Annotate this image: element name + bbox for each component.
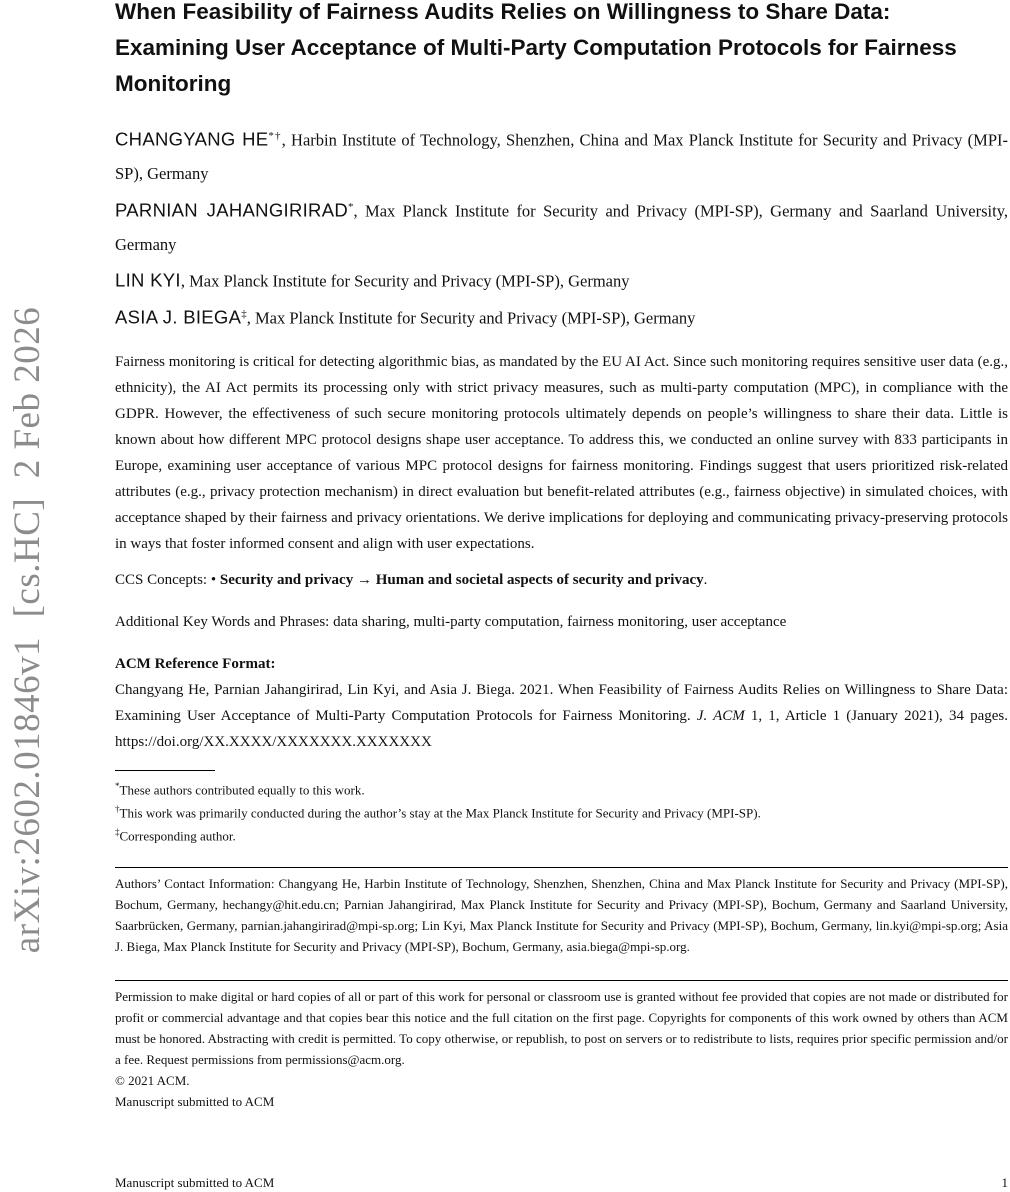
- author-affiliation: , Max Planck Institute for Security and Privacy (MPI-SP), Germany: [246, 308, 696, 328]
- author-name: CHANGYANG HE: [115, 128, 269, 150]
- author-affiliation: , Max Planck Institute for Security and Privacy (MPI-SP), Germany and Saarland University, Germany: [115, 201, 1008, 254]
- submission-note: Manuscript submitted to ACM: [115, 1094, 275, 1110]
- footnote: [115, 800, 1008, 823]
- keywords: Additional Key Words and Phrases: data sharing, multi-party computation, fairness monitoring, user acceptance: [115, 614, 787, 630]
- ccs-bullet: •: [210, 572, 217, 588]
- page-number: 1: [1001, 1175, 1008, 1190]
- footnote-mark: ‡: [115, 826, 120, 837]
- page-footer: [115, 1174, 1008, 1192]
- footer-left: Manuscript submitted to ACM: [115, 1175, 275, 1190]
- arxiv-watermark: [0, 300, 58, 960]
- reference-heading: ACM Reference Format:: [115, 656, 276, 672]
- footnote: [115, 777, 1008, 800]
- footnote-mark: †: [115, 803, 120, 814]
- reference-format: [115, 677, 1008, 755]
- footnote-text: Corresponding author.: [119, 827, 236, 843]
- author-entry: [115, 261, 1008, 298]
- arxiv-category: [cs.HC]: [7, 497, 48, 618]
- author-entry: [115, 298, 1008, 335]
- author-entry: [115, 120, 1008, 191]
- author-name: LIN KYI: [115, 269, 181, 291]
- copyright-line: © 2021 ACM.: [115, 1073, 190, 1089]
- footnote-rule: [115, 770, 215, 771]
- author-list: [115, 120, 1008, 335]
- arxiv-date: 2 Feb 2026: [7, 306, 48, 479]
- footnote: [115, 823, 1008, 846]
- author-contact-info: Authors’ Contact Information: Changyang He, Harbin Institute of Technology, Shenzhen, Shenzhen, China and Max Planck Institute for Security and Privacy (MPI-SP), Bochum, Germany, hechangy@hit.edu.cn; Parnian Jahangirirad, Max Planck Institute for Security and Privacy (MPI-SP), Bochum, Germany and Saarland University, Saarbrücken, Germany, parnian.jahangirirad@mpi-sp.org; Lin Kyi, Max Planck Institute for Security and Privacy (MPI-SP), Bochum, Germany, lin.kyi@mpi-sp.org; Asia J. Biega, Max Planck Institute for Security and Privacy (MPI-SP), Bochum, Germany, asia.biega@mpi-sp.org.: [115, 867, 1008, 957]
- author-marks: *: [348, 200, 354, 213]
- author-marks: ‡: [241, 308, 247, 320]
- arxiv-id[interactable]: arXiv:2602.01846v1: [7, 636, 48, 954]
- reference-details[interactable]: 1, 1, Article 1 (January 2021), 34 pages. https://doi.org/XX.XXXX/XXXXXXX.XXXXXXX: [115, 708, 1009, 750]
- author-affiliation: , Harbin Institute of Technology, Shenzhen, China and Max Planck Institute for Security and Privacy (MPI-SP), Germany: [115, 130, 1008, 183]
- footnote-text: This work was primarily conducted during the author’s stay at the Max Planck Institute for Security and Privacy (MPI-SP).: [119, 805, 761, 821]
- paper-page: [115, 0, 1008, 1112]
- ccs-label: CCS Concepts:: [115, 572, 208, 588]
- author-entry: [115, 191, 1008, 262]
- footnote-mark: *: [115, 781, 120, 791]
- author-name: PARNIAN JAHANGIRIRAD: [115, 199, 349, 220]
- ccs-concept: Security and privacy: [219, 572, 354, 588]
- reference-journal: J. ACM: [696, 708, 745, 724]
- author-affiliation: , Max Planck Institute for Security and Privacy (MPI-SP), Germany: [180, 271, 630, 291]
- ccs-subconcept: Human and societal aspects of security and privacy: [375, 572, 704, 588]
- author-marks: *†: [268, 130, 282, 142]
- reference-text: Changyang He, Parnian Jahangirirad, Lin Kyi, and Asia J. Biega. 2021. When Feasibility of Fairness Audits Relies on Willingness to Share Data: Examining User Acceptance of Multi-Party Computation Protocols for Fairness Monitoring.: [115, 682, 1008, 724]
- footnote-text: These authors contributed equally to this work.: [119, 782, 365, 798]
- ccs-arrow: →: [356, 572, 372, 588]
- permission-text: Permission to make digital or hard copies of all or part of this work for personal or classroom use is granted without fee provided that copies are not made or distributed for profit or commercial advantage and that copies bear this notice and the full citation on the first page. Copyrights for components of this work owned by others than ACM must be honored. Abstracting with credit is permitted. To copy otherwise, or republish, to post on servers or to redistribute to lists, requires prior specific permission and/or a fee. Request permissions from permissions@acm.org.: [115, 989, 1008, 1068]
- paper-title: When Feasibility of Fairness Audits Relies on Willingness to Share Data: Examining User Acceptance of Multi-Party Computation Protocols for Fairness Monitoring: [115, 0, 957, 96]
- ccs-concepts: [115, 567, 1008, 593]
- permission-notice: [115, 980, 1008, 1112]
- abstract: Fairness monitoring is critical for detecting algorithmic bias, as mandated by the EU AI Act. Since such monitoring requires sensitive user data (e.g., ethnicity), the AI Act permits its processing only with strict privacy measures, such as multi-party computation (MPC), in compliance with the GDPR. However, the effectiveness of such secure monitoring protocols ultimately depends on people’s willingness to share their data. Little is known about how different MPC protocol designs shape user acceptance. To address this, we conducted an online survey with 833 participants in Europe, examining user acceptance of various MPC protocol designs for fairness monitoring. Findings suggest that users prioritized risk-related attributes (e.g., privacy protection mechanism) in direct evaluation but benefit-related attributes (e.g., fairness objective) in simulated choices, with acceptance shaped by their fairness and privacy orientations. We derive implications for deploying and communicating privacy-preserving protocols in ways that foster informed consent and align with user expectations.: [115, 354, 1008, 552]
- ccs-end: .: [703, 572, 708, 588]
- author-name: ASIA J. BIEGA: [115, 306, 242, 328]
